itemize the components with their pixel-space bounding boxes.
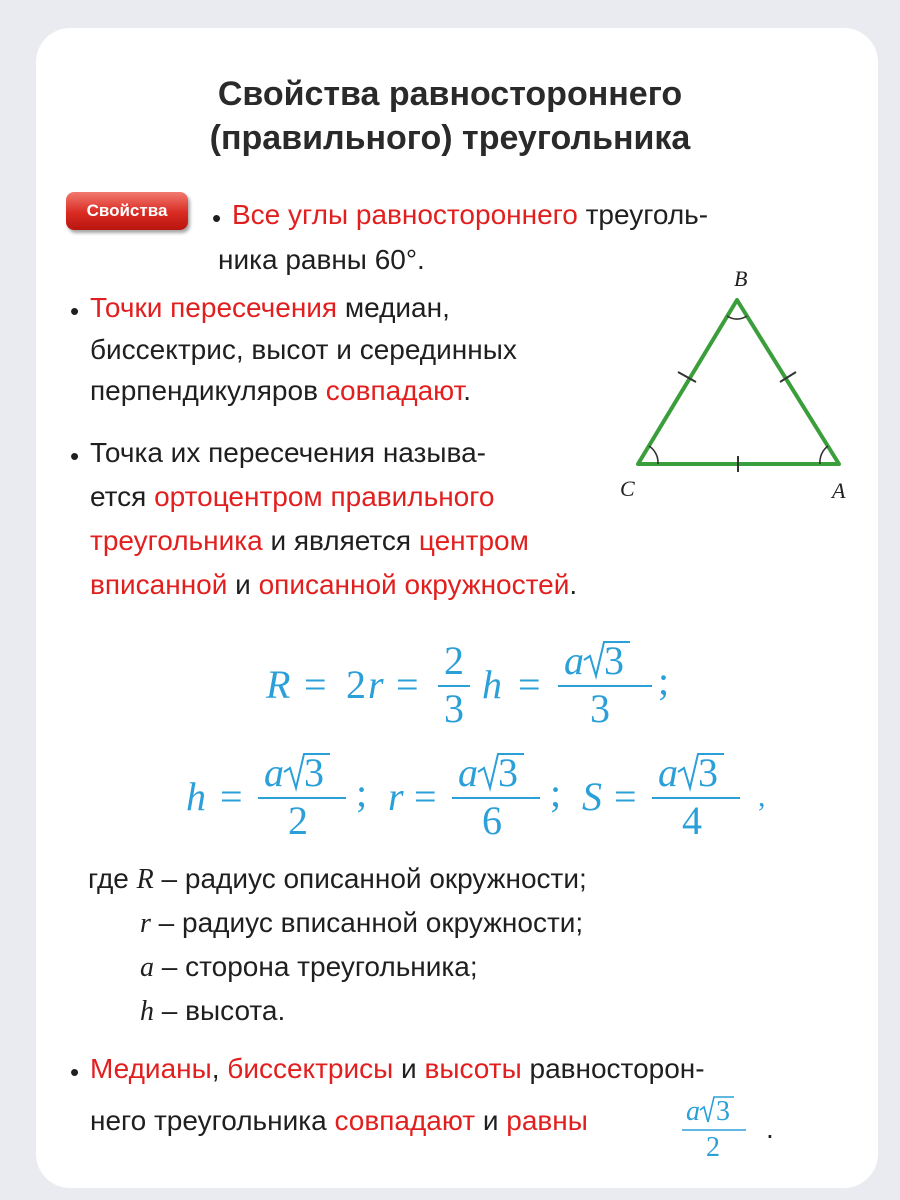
legend-line-a: a – сторона треугольника; — [140, 951, 478, 983]
formula-median-length — [680, 1092, 790, 1166]
formula-symbol: 3 — [304, 750, 324, 795]
paragraph-orthocenter-line-4: вписанной и описанной окружностей. — [90, 569, 578, 600]
formula-symbol: = — [518, 662, 541, 707]
formula-symbol: r — [368, 662, 384, 707]
paragraph-orthocenter-line-3: треугольника и является центром — [90, 525, 529, 556]
paragraph-intersection-line-1: Точки пересечения медиан, — [90, 292, 450, 323]
formula-symbol: ; — [658, 658, 670, 703]
angle-arc-c — [649, 446, 658, 464]
formula-symbol: a — [458, 750, 478, 795]
vertex-label-b: B — [734, 266, 748, 291]
formula-symbol: ; — [550, 770, 562, 815]
formula-height-radius-area — [180, 744, 780, 844]
equilateral-triangle-diagram — [610, 258, 860, 508]
formula-symbol: r — [388, 774, 404, 819]
formula-symbol: 2 — [444, 638, 464, 683]
formula-symbol: 2 — [288, 798, 308, 843]
angle-arc-b — [727, 316, 747, 319]
formula-symbol: 2 — [706, 1132, 720, 1163]
formula-symbol: 3 — [698, 750, 718, 795]
paragraph-orthocenter-line-2: ется ортоцентром правильного — [90, 481, 495, 512]
formula-radius-relation — [260, 636, 680, 732]
paragraph-medians-line-2: него треугольника совпадают и равны — [90, 1105, 588, 1136]
formula-symbol: 3 — [444, 686, 464, 731]
formula-symbol: h — [186, 774, 206, 819]
formula-symbol: h — [482, 662, 502, 707]
title-line-2: (правильного) треугольника — [209, 119, 691, 157]
angle-arc-a — [820, 446, 828, 464]
page-title — [0, 72, 900, 160]
formula-symbol: a — [264, 750, 284, 795]
formula-symbol: = — [414, 774, 437, 819]
formula-symbol: 4 — [682, 798, 702, 843]
formula-symbol: 3 — [604, 638, 624, 683]
legend-line-R: где R – радиус описанной окружности; — [88, 863, 587, 895]
formula-symbol: = — [396, 662, 419, 707]
formula-symbol: 6 — [482, 798, 502, 843]
vertex-label-a: A — [832, 478, 846, 503]
formula-symbol: a — [564, 638, 584, 683]
formula-symbol: a — [686, 1096, 700, 1127]
legend-line-h: h – высота. — [140, 995, 286, 1027]
triangle-sides — [638, 300, 839, 464]
formula-symbol: a — [658, 750, 678, 795]
formula-symbol: S — [582, 774, 602, 819]
paragraph-intersection-line-3: перпендикуляров совпадают. — [90, 375, 472, 406]
period: . — [766, 1113, 774, 1144]
formula-symbol: ; — [356, 770, 368, 815]
formula-symbol: = — [304, 662, 327, 707]
formula-symbol: 2 — [346, 662, 366, 707]
formula-symbol: , — [758, 780, 766, 813]
title-line-1: Свойства равностороннего — [217, 75, 683, 113]
formula-symbol: = — [614, 774, 637, 819]
paragraph-angles-line-1: Все углы равностороннего треуголь- — [232, 199, 709, 230]
properties-badge: Свойства — [66, 192, 188, 230]
bullet: • — [70, 1057, 80, 1087]
formula-symbol: R — [266, 662, 291, 707]
paragraph-orthocenter-line-1: Точка их пересечения называ- — [90, 437, 486, 468]
bullet: • — [70, 296, 80, 326]
bullet: • — [212, 203, 222, 233]
formula-symbol: 3 — [498, 750, 518, 795]
paragraph-medians-line-1: Медианы, биссектрисы и высоты равносторон- — [90, 1053, 705, 1084]
vertex-label-c: C — [620, 476, 635, 501]
paragraph-angles-line-2: ника равны 60°. — [218, 244, 425, 275]
bullet: • — [70, 441, 80, 471]
formula-symbol: = — [220, 774, 243, 819]
legend-line-r: r – радиус вписанной окружности; — [140, 907, 584, 939]
paragraph-intersection-line-2: биссектрис, высот и серединных — [90, 334, 517, 365]
formula-symbol: 3 — [716, 1096, 730, 1127]
formula-symbol: 3 — [590, 686, 610, 731]
